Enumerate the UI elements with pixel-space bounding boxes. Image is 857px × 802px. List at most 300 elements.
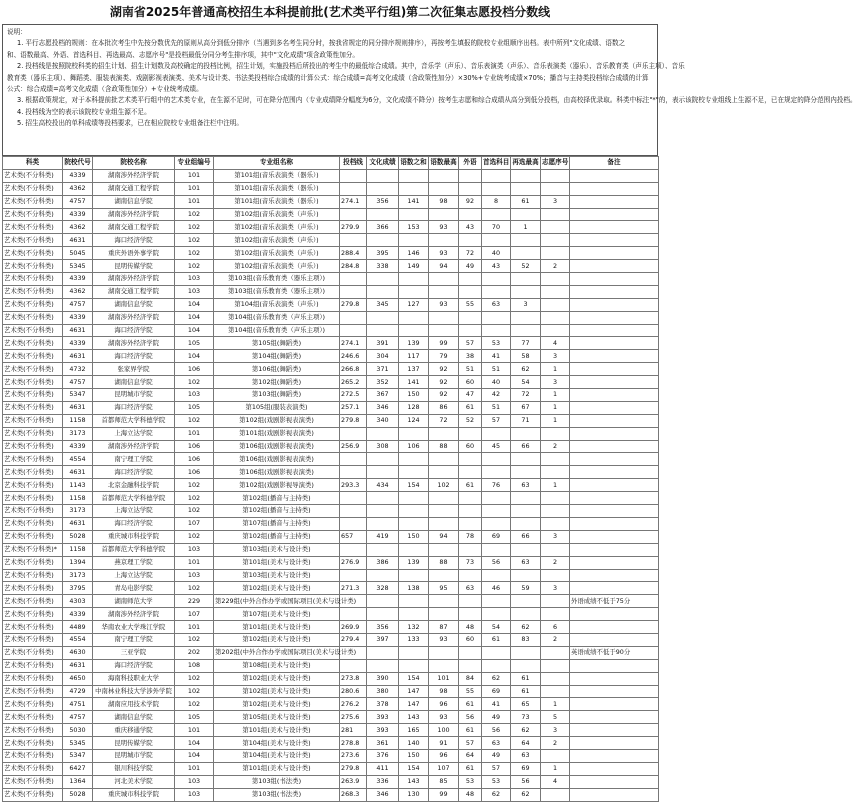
- table-cell: 93: [429, 711, 459, 724]
- table-cell: 湖南涉外经济学院: [93, 608, 175, 621]
- table-cell: 102: [175, 234, 214, 247]
- table-cell: 49: [482, 749, 511, 762]
- table-cell: [570, 633, 659, 646]
- document-title: 湖南省2025年普通高校招生本科提前批(艺术类平行组)第二次征集志愿投档分数线: [109, 5, 551, 19]
- table-cell: 60: [459, 633, 482, 646]
- table-cell: 海口经济学院: [93, 350, 175, 363]
- table-cell: [541, 543, 570, 556]
- table-cell: 第101组(戏剧影视表演类): [214, 427, 340, 440]
- table-cell: 376: [367, 749, 399, 762]
- table-cell: 1: [541, 389, 570, 402]
- table-cell: [399, 324, 429, 337]
- table-cell: [459, 595, 482, 608]
- table-cell: 63: [511, 479, 541, 492]
- table-cell: 273.8: [340, 672, 367, 685]
- table-cell: [511, 208, 541, 221]
- table-cell: [511, 659, 541, 672]
- table-cell: [399, 234, 429, 247]
- table-cell: 356: [367, 621, 399, 634]
- table-cell: 86: [429, 401, 459, 414]
- table-cell: [459, 285, 482, 298]
- table-cell: 106: [175, 440, 214, 453]
- table-cell: 1158: [63, 492, 93, 505]
- table-cell: 第104组(音乐教育类（声乐主项）): [214, 324, 340, 337]
- table-row: [3, 672, 659, 685]
- table-cell: 104: [175, 324, 214, 337]
- table-cell: 第106组(戏剧影视表演类): [214, 453, 340, 466]
- table-cell: [429, 659, 459, 672]
- table-cell: 53: [482, 775, 511, 788]
- table-cell: 4751: [63, 698, 93, 711]
- table-cell: 第102组(美术与设计类): [214, 633, 340, 646]
- table-cell: 284.8: [340, 260, 367, 273]
- table-cell: 57: [482, 762, 511, 775]
- table-cell: 第102组(舞蹈类): [214, 376, 340, 389]
- table-cell: [399, 453, 429, 466]
- table-cell: 154: [399, 762, 429, 775]
- table-cell: 53: [482, 337, 511, 350]
- table-cell: 73: [511, 711, 541, 724]
- table-cell: [541, 788, 570, 801]
- table-cell: 第106组(戏剧影视表演类): [214, 466, 340, 479]
- table-row: [3, 311, 659, 324]
- table-row: [3, 182, 659, 195]
- table-cell: 1158: [63, 414, 93, 427]
- table-cell: [541, 182, 570, 195]
- table-cell: 55: [459, 685, 482, 698]
- table-cell: 1: [541, 762, 570, 775]
- table-row: [3, 479, 659, 492]
- table-cell: 63: [459, 582, 482, 595]
- table-cell: 69: [482, 530, 511, 543]
- table-cell: 第102组(播音与主持类): [214, 492, 340, 505]
- table-cell: 1143: [63, 479, 93, 492]
- notes-box: [2, 24, 857, 156]
- table-cell: 4362: [63, 221, 93, 234]
- table-cell: 48: [459, 621, 482, 634]
- table-cell: 第102组(美术与设计类): [214, 672, 340, 685]
- table-cell: 艺术类(不分科类): [3, 479, 63, 492]
- table-row: [3, 247, 659, 260]
- table-cell: 艺术类(不分科类): [3, 672, 63, 685]
- table-cell: [429, 453, 459, 466]
- table-cell: 1: [541, 479, 570, 492]
- table-cell: 重庆城市科技学院: [93, 788, 175, 801]
- table-row: [3, 273, 659, 286]
- table-cell: 87: [429, 621, 459, 634]
- table-cell: 海口经济学院: [93, 324, 175, 337]
- table-cell: 279.8: [340, 762, 367, 775]
- table-cell: [570, 621, 659, 634]
- table-cell: 340: [367, 414, 399, 427]
- table-cell: 2: [541, 556, 570, 569]
- table-cell: 4339: [63, 273, 93, 286]
- table-cell: 102: [175, 685, 214, 698]
- table-cell: 三亚学院: [93, 646, 175, 659]
- table-cell: 150: [399, 749, 429, 762]
- table-cell: 4631: [63, 234, 93, 247]
- table-cell: 101: [175, 762, 214, 775]
- table-cell: [541, 234, 570, 247]
- table-cell: 艺术类(不分科类): [3, 363, 63, 376]
- table-cell: 391: [367, 337, 399, 350]
- table-cell: 107: [175, 608, 214, 621]
- table-cell: 98: [429, 195, 459, 208]
- table-cell: 139: [399, 337, 429, 350]
- admission-score-table: [2, 156, 659, 802]
- table-cell: 45: [482, 440, 511, 453]
- table-cell: 101: [175, 182, 214, 195]
- table-cell: 第105组(舞蹈类): [214, 337, 340, 350]
- table-cell: [482, 517, 511, 530]
- table-cell: 第102组(美术与设计类): [214, 698, 340, 711]
- table-cell: 73: [459, 556, 482, 569]
- table-row: [3, 414, 659, 427]
- table-cell: 48: [459, 788, 482, 801]
- table-cell: 69: [511, 762, 541, 775]
- table-row: [3, 221, 659, 234]
- table-cell: 艺术类(不分科类): [3, 685, 63, 698]
- table-cell: [541, 505, 570, 518]
- table-cell: 第103组(音乐教育类（器乐主项）): [214, 285, 340, 298]
- table-cell: [570, 221, 659, 234]
- table-cell: 第104组(美术与设计类): [214, 749, 340, 762]
- table-cell: 64: [459, 749, 482, 762]
- table-cell: 108: [175, 659, 214, 672]
- table-cell: [482, 324, 511, 337]
- table-cell: 83: [511, 633, 541, 646]
- table-cell: 304: [367, 350, 399, 363]
- table-cell: [541, 285, 570, 298]
- table-cell: [340, 453, 367, 466]
- table-cell: [340, 492, 367, 505]
- table-cell: [570, 556, 659, 569]
- table-cell: [367, 169, 399, 182]
- table-cell: 4339: [63, 169, 93, 182]
- table-cell: 419: [367, 530, 399, 543]
- column-header: 志愿序号: [541, 157, 570, 170]
- table-cell: 61: [459, 724, 482, 737]
- table-cell: 第103组(音乐教育类（器乐主项）): [214, 273, 340, 286]
- table-cell: 88: [429, 440, 459, 453]
- table-cell: 266.8: [340, 363, 367, 376]
- table-cell: 102: [429, 479, 459, 492]
- table-cell: 101: [429, 672, 459, 685]
- table-cell: 第101组(美术与设计类): [214, 621, 340, 634]
- table-cell: 3173: [63, 427, 93, 440]
- table-cell: 第106组(舞蹈类): [214, 363, 340, 376]
- table-cell: [459, 273, 482, 286]
- table-cell: 昆明城市学院: [93, 389, 175, 402]
- table-row: [3, 324, 659, 337]
- table-cell: 3: [541, 582, 570, 595]
- table-cell: 263.9: [340, 775, 367, 788]
- table-cell: [511, 492, 541, 505]
- table-cell: [459, 646, 482, 659]
- table-cell: 第101组(音乐表演类（器乐）): [214, 195, 340, 208]
- table-cell: 103: [175, 788, 214, 801]
- table-cell: [570, 324, 659, 337]
- note-line: 和、语数最高、外语、首选科目、再选最高、志愿序号"是投档最低分同分考生排序项，其中"文化成绩"项含政策性加分。: [7, 50, 359, 59]
- table-cell: 93: [429, 298, 459, 311]
- table-cell: 149: [399, 260, 429, 273]
- table-cell: [570, 685, 659, 698]
- table-cell: 56: [482, 724, 511, 737]
- table-cell: [570, 608, 659, 621]
- table-cell: [541, 273, 570, 286]
- table-cell: [541, 646, 570, 659]
- column-header: 院校名称: [93, 157, 175, 170]
- table-cell: [482, 311, 511, 324]
- table-cell: [541, 672, 570, 685]
- table-cell: 首都师范大学科德学院: [93, 543, 175, 556]
- table-cell: 艺术类(不分科类): [3, 646, 63, 659]
- table-cell: 艺术类(不分科类): [3, 247, 63, 260]
- table-cell: 102: [175, 247, 214, 260]
- table-row: [3, 608, 659, 621]
- column-header: 科类: [3, 157, 63, 170]
- table-cell: [399, 569, 429, 582]
- table-cell: 41: [482, 698, 511, 711]
- table-cell: 62: [511, 724, 541, 737]
- table-cell: 4631: [63, 350, 93, 363]
- table-cell: [367, 517, 399, 530]
- table-cell: 艺术类(不分科类): [3, 633, 63, 646]
- table-cell: 288.4: [340, 247, 367, 260]
- table-cell: [459, 324, 482, 337]
- table-row: [3, 685, 659, 698]
- table-row: [3, 389, 659, 402]
- table-cell: 308: [367, 440, 399, 453]
- table-cell: 137: [399, 363, 429, 376]
- table-cell: 4631: [63, 401, 93, 414]
- table-cell: 第108组(美术与设计类): [214, 659, 340, 672]
- table-cell: [340, 505, 367, 518]
- table-cell: 274.1: [340, 337, 367, 350]
- table-cell: 艺术类(不分科类): [3, 440, 63, 453]
- table-cell: 411: [367, 762, 399, 775]
- table-cell: 第101组(美术与设计类): [214, 556, 340, 569]
- table-row: [3, 633, 659, 646]
- table-cell: [511, 234, 541, 247]
- table-cell: [399, 608, 429, 621]
- table-cell: 367: [367, 389, 399, 402]
- table-cell: 湖南交通工程学院: [93, 182, 175, 195]
- table-cell: 64: [511, 737, 541, 750]
- table-cell: [367, 492, 399, 505]
- table-cell: 279.4: [340, 633, 367, 646]
- table-cell: 390: [367, 672, 399, 685]
- table-cell: 100: [429, 724, 459, 737]
- table-row: [3, 453, 659, 466]
- table-cell: 第102组(美术与设计类): [214, 582, 340, 595]
- table-cell: [541, 221, 570, 234]
- table-cell: 第102组(播音与主持类): [214, 530, 340, 543]
- table-cell: 昆明传媒学院: [93, 737, 175, 750]
- table-cell: 首都师范大学科德学院: [93, 414, 175, 427]
- table-cell: 102: [175, 530, 214, 543]
- table-cell: [399, 273, 429, 286]
- table-cell: [340, 234, 367, 247]
- table-cell: 艺术类(不分科类): [3, 595, 63, 608]
- table-cell: 38: [459, 350, 482, 363]
- table-cell: 99: [429, 337, 459, 350]
- table-cell: 第102组(美术与设计类): [214, 685, 340, 698]
- table-cell: 4631: [63, 466, 93, 479]
- table-cell: [570, 285, 659, 298]
- table-cell: [570, 247, 659, 260]
- table-cell: 279.9: [340, 221, 367, 234]
- table-cell: [340, 659, 367, 672]
- table-cell: 4757: [63, 711, 93, 724]
- table-cell: 103: [175, 543, 214, 556]
- table-cell: 湖南交通工程学院: [93, 221, 175, 234]
- table-cell: 103: [175, 273, 214, 286]
- table-cell: [367, 234, 399, 247]
- table-cell: [570, 788, 659, 801]
- table-cell: 5347: [63, 749, 93, 762]
- table-cell: 338: [367, 260, 399, 273]
- table-cell: 艺术类(不分科类): [3, 775, 63, 788]
- table-cell: 54: [482, 621, 511, 634]
- table-cell: 艺术类(不分科类): [3, 376, 63, 389]
- table-cell: [570, 466, 659, 479]
- table-cell: [511, 324, 541, 337]
- table-cell: [367, 595, 399, 608]
- table-cell: 70: [482, 221, 511, 234]
- table-cell: [482, 492, 511, 505]
- note-line: 2. 投档线是按照院校科类的招生计划、招生计划数及高校确定的投档比例，招生计划，实施投档后所投出的考生中的最低综合成绩。其中，音乐学（声乐）、音乐表演类（声乐）、音乐表演类（器乐）、音乐教育类（声乐主项）、音乐: [17, 62, 685, 71]
- table-cell: [570, 505, 659, 518]
- table-row: [3, 698, 659, 711]
- table-row: [3, 466, 659, 479]
- column-header: 再选最高: [511, 157, 541, 170]
- table-cell: 艺术类(不分科类): [3, 260, 63, 273]
- table-cell: 第101组(音乐表演类（器乐）): [214, 182, 340, 195]
- table-cell: 273.6: [340, 749, 367, 762]
- table-cell: [340, 543, 367, 556]
- table-cell: [570, 517, 659, 530]
- table-cell: 141: [399, 376, 429, 389]
- table-cell: 378: [367, 698, 399, 711]
- table-cell: [482, 569, 511, 582]
- table-row: [3, 724, 659, 737]
- table-cell: [459, 453, 482, 466]
- table-cell: [482, 646, 511, 659]
- table-cell: 85: [429, 775, 459, 788]
- table-cell: 艺术类(不分科类): [3, 389, 63, 402]
- table-cell: [459, 543, 482, 556]
- table-cell: 434: [367, 479, 399, 492]
- table-cell: 上海立达学院: [93, 569, 175, 582]
- table-cell: 72: [511, 389, 541, 402]
- table-cell: [367, 182, 399, 195]
- table-cell: 湖南涉外经济学院: [93, 337, 175, 350]
- table-row: [3, 762, 659, 775]
- table-body: [3, 169, 659, 801]
- table-cell: 106: [175, 453, 214, 466]
- table-cell: 2: [541, 260, 570, 273]
- table-cell: 345: [367, 298, 399, 311]
- table-cell: [482, 453, 511, 466]
- table-cell: 275.6: [340, 711, 367, 724]
- table-cell: [541, 324, 570, 337]
- table-cell: 4: [541, 337, 570, 350]
- table-cell: 102: [175, 221, 214, 234]
- table-cell: [511, 595, 541, 608]
- table-cell: [429, 543, 459, 556]
- table-cell: [541, 608, 570, 621]
- table-cell: 艺术类(不分科类): [3, 208, 63, 221]
- column-header: 备注: [570, 157, 659, 170]
- table-cell: 63: [482, 737, 511, 750]
- table-cell: 4489: [63, 621, 93, 634]
- table-cell: 61: [459, 762, 482, 775]
- table-cell: [541, 595, 570, 608]
- table-cell: [570, 711, 659, 724]
- table-cell: 湖南涉外经济学院: [93, 169, 175, 182]
- table-cell: 上海立达学院: [93, 427, 175, 440]
- note-line: 3. 根据政策规定，对于本科提前批艺术类平行组中的艺术类专业，在生源不足时，可在降分范围内（专业成绩降分幅度为6分，文化成绩不降分）按考生志愿和综合成绩从高分到低分投档，由高校择优录取。科类中标注"*"的，表示该院校专业组线上生源不足，已在规定的降分范围内投档。: [17, 96, 857, 105]
- table-cell: 94: [429, 530, 459, 543]
- table-cell: 第101组(音乐表演类（器乐）): [214, 169, 340, 182]
- table-cell: [482, 427, 511, 440]
- table-cell: [340, 517, 367, 530]
- table-cell: 84: [459, 672, 482, 685]
- table-cell: 南宁理工学院: [93, 633, 175, 646]
- table-cell: 3: [541, 724, 570, 737]
- table-row: [3, 440, 659, 453]
- table-cell: 395: [367, 247, 399, 260]
- table-cell: [367, 646, 399, 659]
- table-cell: 1: [511, 221, 541, 234]
- table-cell: 101: [175, 195, 214, 208]
- table-cell: [429, 608, 459, 621]
- table-cell: 69: [482, 685, 511, 698]
- table-cell: [429, 169, 459, 182]
- table-row: [3, 195, 659, 208]
- table-cell: [429, 646, 459, 659]
- table-cell: [482, 273, 511, 286]
- table-cell: 60: [459, 376, 482, 389]
- table-cell: 78: [459, 530, 482, 543]
- table-cell: [399, 427, 429, 440]
- table-row: [3, 285, 659, 298]
- table-cell: 3173: [63, 505, 93, 518]
- table-cell: 272.5: [340, 389, 367, 402]
- column-header: 语数最高: [429, 157, 459, 170]
- table-cell: [511, 427, 541, 440]
- table-cell: [570, 440, 659, 453]
- table-cell: 海口经济学院: [93, 659, 175, 672]
- table-cell: 150: [399, 389, 429, 402]
- table-cell: [429, 492, 459, 505]
- table-cell: [429, 234, 459, 247]
- note-line: 5. 招生高校投出的单科成绩等投档要求，已在相应院校专业组备注栏中注明。: [17, 119, 243, 128]
- table-cell: 第102组(戏剧影视导演类): [214, 479, 340, 492]
- column-header: 专业组编号: [175, 157, 214, 170]
- table-cell: 336: [367, 775, 399, 788]
- table-cell: [340, 466, 367, 479]
- table-cell: [367, 324, 399, 337]
- table-cell: 55: [459, 298, 482, 311]
- table-cell: 265.2: [340, 376, 367, 389]
- table-cell: 46: [482, 582, 511, 595]
- table-cell: 57: [482, 414, 511, 427]
- notes-heading: 说明：: [7, 28, 27, 36]
- table-cell: [459, 234, 482, 247]
- table-cell: 79: [429, 350, 459, 363]
